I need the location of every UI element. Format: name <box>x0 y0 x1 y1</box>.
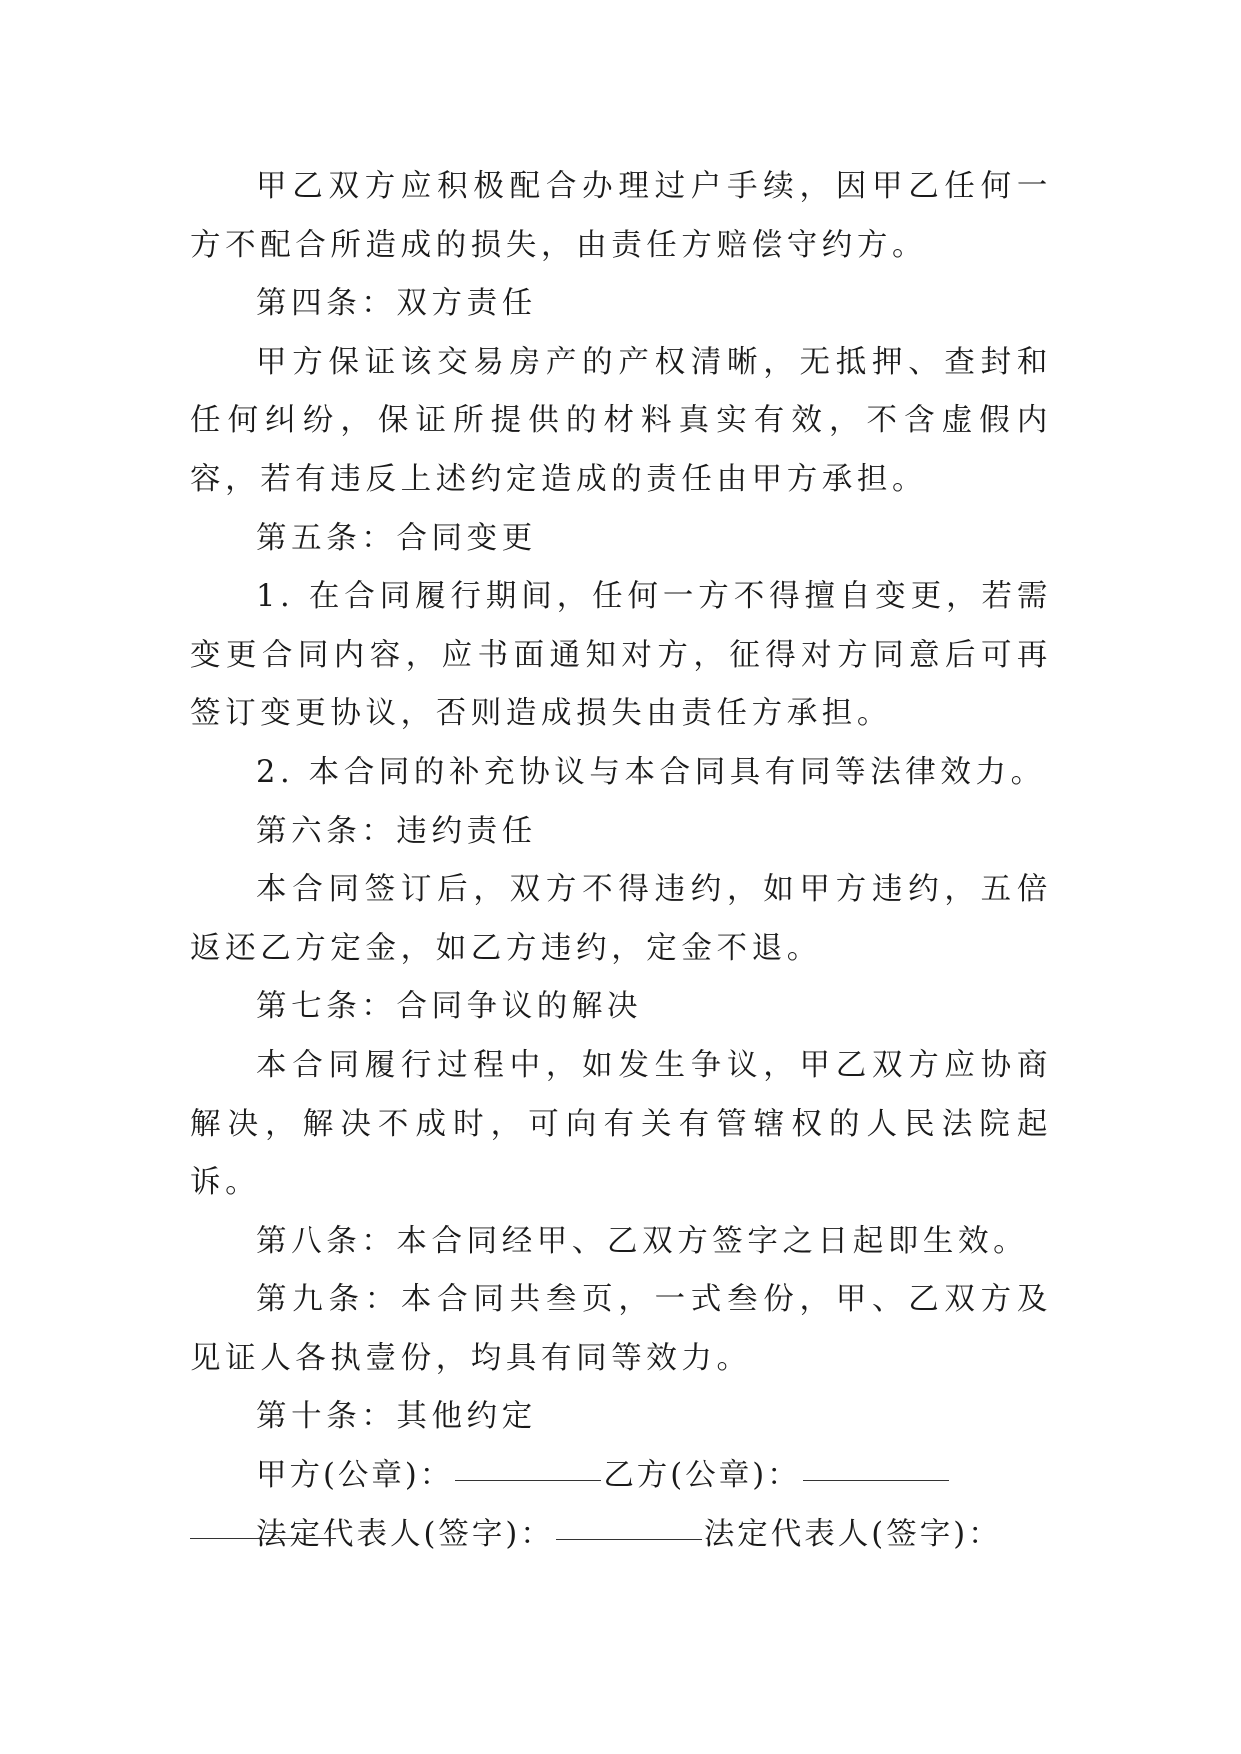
paragraph-change-clause-2: 2. 本合同的补充协议与本合同具有同等法律效力。 <box>256 754 1046 790</box>
party-b-seal-label: 乙方(公章)： <box>603 1458 801 1494</box>
party-a-rep-label: 法定代表人(签字)： <box>256 1516 554 1552</box>
article-10-title: 第十条：其他约定 <box>256 1399 537 1435</box>
party-a-rep-blank <box>556 1538 702 1540</box>
article-9: 第九条：本合同共叁页，一式叁份，甲、乙双方及见证人各执壹份，均具有同等效力。 <box>190 1282 1052 1376</box>
paragraph-transfer-cooperation: 甲乙双方应积极配合办理过户手续，因甲乙任何一方不配合所造成的损失，由责任方赔偿守约方。 <box>190 169 1052 263</box>
party-b-seal-blank <box>803 1479 949 1481</box>
paragraph-dispute-resolution: 本合同履行过程中，如发生争议，甲乙双方应协商解决，解决不成时，可向有关有管辖权的人民法院起诉。 <box>190 1047 1052 1201</box>
article-8: 第八条：本合同经甲、乙双方签字之日起即生效。 <box>256 1223 1029 1259</box>
paragraph-breach-liability: 本合同签订后，双方不得违约，如甲方违约，五倍返还乙方定金，如乙方违约，定金不退。 <box>190 872 1052 966</box>
party-a-seal-label: 甲方(公章)： <box>256 1458 454 1494</box>
article-6-title: 第六条：违约责任 <box>256 813 537 849</box>
contract-body <box>190 158 1052 1564</box>
party-b-rep-blank <box>190 1538 336 1539</box>
party-a-seal-blank <box>455 1479 601 1481</box>
article-7-title: 第七条：合同争议的解决 <box>256 989 643 1025</box>
paragraph-change-clause-1: 1. 在合同履行期间，任何一方不得擅自变更，若需变更合同内容，应书面通知对方，征得对方同意后可再签订变更协议，否则造成损失由责任方承担。 <box>190 579 1052 732</box>
article-4-title: 第四条：双方责任 <box>256 286 537 322</box>
representative-line <box>190 1506 1052 1565</box>
seal-line <box>190 1447 1052 1506</box>
party-b-rep-label: 法定代表人(签字)： <box>703 1516 1002 1552</box>
article-5-title: 第五条：合同变更 <box>256 520 537 556</box>
paragraph-party-a-guarantee: 甲方保证该交易房产的产权清晰，无抵押、查封和任何纠纷，保证所提供的材料真实有效，不含虚假内容，若有违反上述约定造成的责任由甲方承担。 <box>190 344 1052 497</box>
